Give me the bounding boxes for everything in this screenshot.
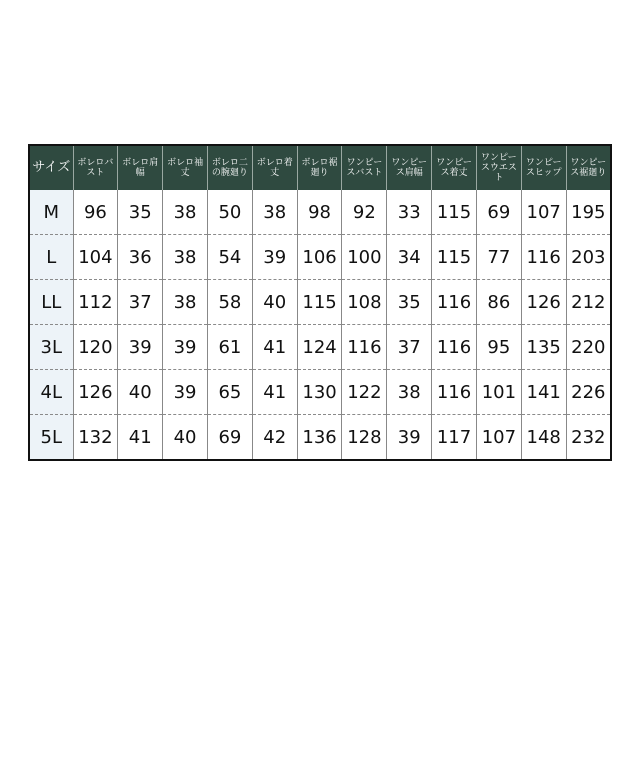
size-label: M: [29, 190, 73, 235]
table-cell: 37: [118, 280, 163, 325]
table-cell: 39: [118, 325, 163, 370]
table-cell: 115: [297, 280, 342, 325]
table-cell: 116: [342, 325, 387, 370]
table-cell: 39: [252, 235, 297, 280]
table-cell: 220: [566, 325, 611, 370]
table-cell: 65: [207, 370, 252, 415]
header-bolero-shoulder: ボレロ肩幅: [118, 145, 163, 190]
table-cell: 117: [432, 415, 477, 461]
size-label: 4L: [29, 370, 73, 415]
table-cell: 39: [163, 370, 208, 415]
size-label: L: [29, 235, 73, 280]
table-cell: 39: [387, 415, 432, 461]
table-cell: 116: [432, 370, 477, 415]
table-cell: 86: [476, 280, 521, 325]
table-cell: 40: [118, 370, 163, 415]
table-cell: 77: [476, 235, 521, 280]
size-label: 5L: [29, 415, 73, 461]
table-cell: 37: [387, 325, 432, 370]
table-cell: 40: [163, 415, 208, 461]
table-cell: 58: [207, 280, 252, 325]
size-chart-table: [28, 144, 612, 461]
table-cell: 212: [566, 280, 611, 325]
table-cell: 126: [73, 370, 118, 415]
table-cell: 92: [342, 190, 387, 235]
table-cell: 112: [73, 280, 118, 325]
header-dress-bust: ワンピースバスト: [342, 145, 387, 190]
table-row: [29, 325, 611, 370]
table-cell: 148: [521, 415, 566, 461]
table-cell: 120: [73, 325, 118, 370]
table-cell: 54: [207, 235, 252, 280]
header-dress-length: ワンピース着丈: [432, 145, 477, 190]
table-cell: 115: [432, 190, 477, 235]
table-cell: 61: [207, 325, 252, 370]
table-row: [29, 415, 611, 461]
table-cell: 38: [163, 235, 208, 280]
table-cell: 98: [297, 190, 342, 235]
table-cell: 39: [163, 325, 208, 370]
table-row: [29, 190, 611, 235]
size-label: LL: [29, 280, 73, 325]
header-bolero-length: ボレロ着丈: [252, 145, 297, 190]
header-dress-waist: ワンピースウエスト: [476, 145, 521, 190]
table-cell: 195: [566, 190, 611, 235]
header-dress-hem: ワンピース裾廻り: [566, 145, 611, 190]
table-cell: 226: [566, 370, 611, 415]
table-cell: 69: [207, 415, 252, 461]
header-size: サイズ: [29, 145, 73, 190]
table-cell: 101: [476, 370, 521, 415]
table-cell: 116: [432, 280, 477, 325]
table-cell: 107: [521, 190, 566, 235]
table-cell: 41: [252, 325, 297, 370]
table-row: [29, 235, 611, 280]
table-cell: 42: [252, 415, 297, 461]
table-cell: 232: [566, 415, 611, 461]
header-dress-hip: ワンピースヒップ: [521, 145, 566, 190]
header-bolero-hem: ボレロ裾廻り: [297, 145, 342, 190]
table-cell: 141: [521, 370, 566, 415]
table-cell: 33: [387, 190, 432, 235]
table-cell: 132: [73, 415, 118, 461]
table-cell: 124: [297, 325, 342, 370]
table-cell: 95: [476, 325, 521, 370]
table-cell: 35: [387, 280, 432, 325]
table-cell: 106: [297, 235, 342, 280]
table-cell: 38: [252, 190, 297, 235]
table-cell: 136: [297, 415, 342, 461]
table-cell: 128: [342, 415, 387, 461]
table-cell: 108: [342, 280, 387, 325]
size-label: 3L: [29, 325, 73, 370]
table-cell: 130: [297, 370, 342, 415]
header-row: [29, 145, 611, 190]
table-cell: 122: [342, 370, 387, 415]
table-row: [29, 370, 611, 415]
table-cell: 38: [163, 190, 208, 235]
table-cell: 35: [118, 190, 163, 235]
table-cell: 104: [73, 235, 118, 280]
table-cell: 34: [387, 235, 432, 280]
table-cell: 40: [252, 280, 297, 325]
table-cell: 41: [252, 370, 297, 415]
table-cell: 38: [163, 280, 208, 325]
table-cell: 135: [521, 325, 566, 370]
table-cell: 100: [342, 235, 387, 280]
table-cell: 116: [521, 235, 566, 280]
table-cell: 38: [387, 370, 432, 415]
table-cell: 36: [118, 235, 163, 280]
table-cell: 203: [566, 235, 611, 280]
header-bolero-upper-arm: ボレロ二の腕廻り: [207, 145, 252, 190]
table-row: [29, 280, 611, 325]
table-cell: 50: [207, 190, 252, 235]
header-bolero-bust: ボレロバスト: [73, 145, 118, 190]
header-dress-shoulder: ワンピース肩幅: [387, 145, 432, 190]
table-cell: 116: [432, 325, 477, 370]
table-cell: 126: [521, 280, 566, 325]
header-bolero-sleeve: ボレロ袖丈: [163, 145, 208, 190]
table-cell: 69: [476, 190, 521, 235]
table-cell: 41: [118, 415, 163, 461]
table-cell: 115: [432, 235, 477, 280]
table-cell: 96: [73, 190, 118, 235]
table-cell: 107: [476, 415, 521, 461]
